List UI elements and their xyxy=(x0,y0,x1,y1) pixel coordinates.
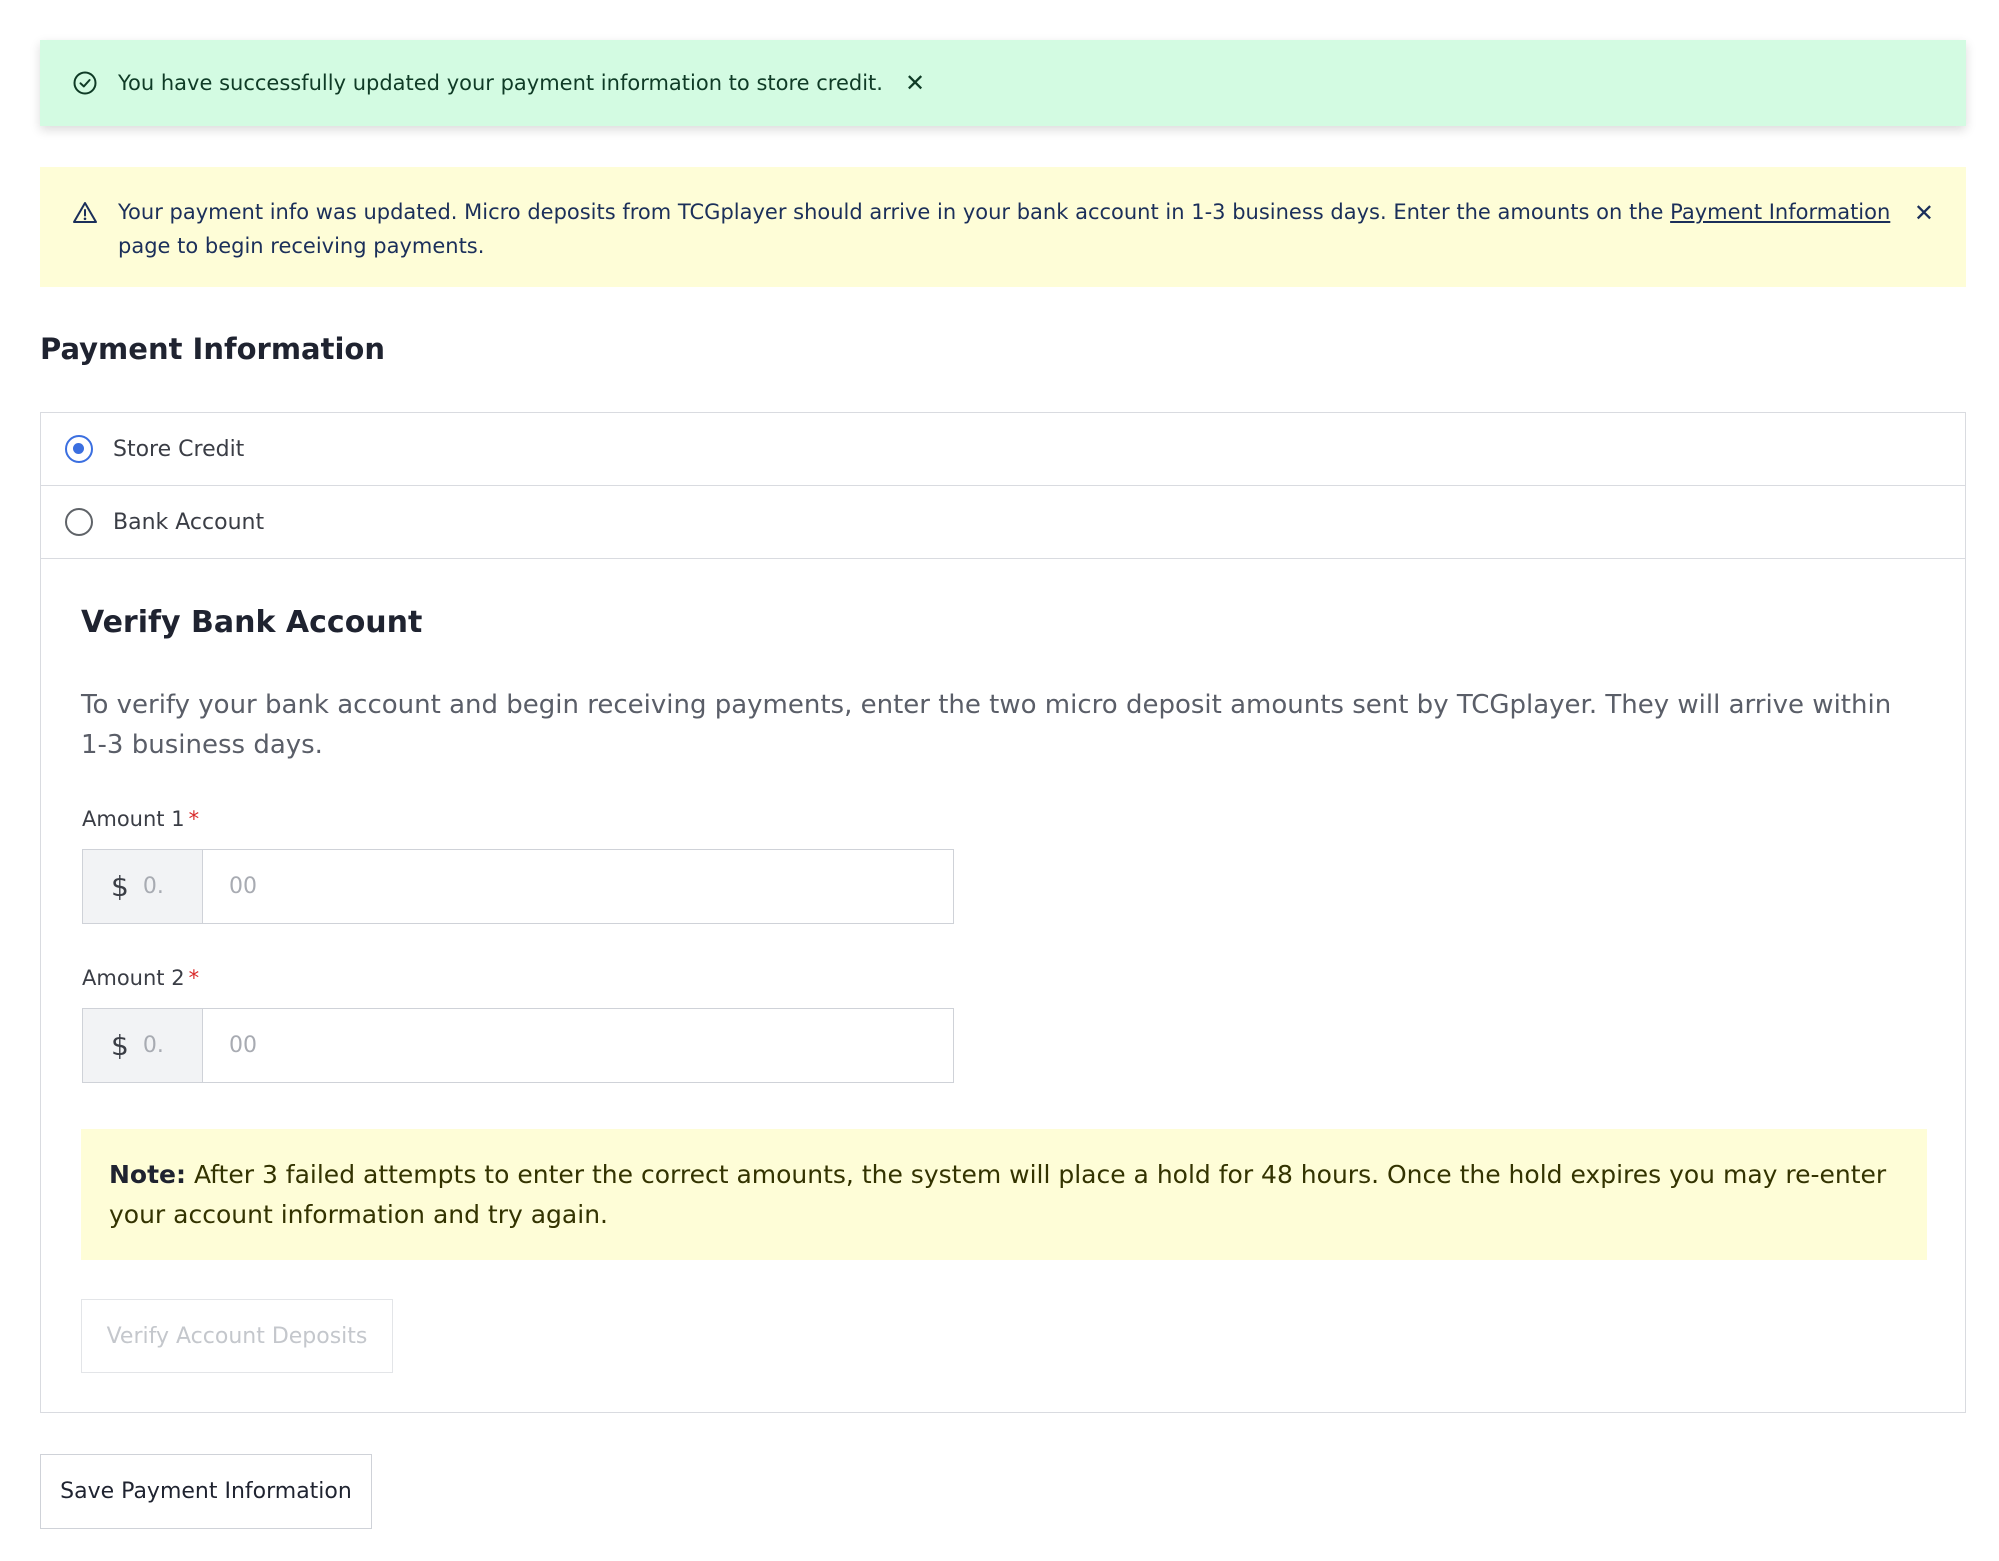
radio-store-credit[interactable] xyxy=(65,435,93,463)
warning-text-before: Your payment info was updated. Micro deposits from TCGplayer should arrive in your bank account in 1-3 business days. Enter the amounts on the xyxy=(118,200,1671,224)
amount2-input[interactable] xyxy=(203,1009,953,1082)
note-label: Note: xyxy=(109,1160,187,1189)
option-label: Bank Account xyxy=(113,509,265,535)
dollar-sign: $ xyxy=(111,1029,129,1062)
verify-title: Verify Bank Account xyxy=(81,605,423,640)
amount1-label-text: Amount 1 xyxy=(82,807,185,831)
verify-bank-account-panel xyxy=(41,559,1965,1412)
verify-description: To verify your bank account and begin receiving payments, enter the two micro deposit amounts sent by TCGplayer. They will arrive within 1-3 business days. xyxy=(81,690,1892,760)
note-box xyxy=(81,1129,1927,1260)
option-label: Store Credit xyxy=(113,436,245,462)
verify-account-deposits-button[interactable]: Verify Account Deposits xyxy=(81,1299,393,1373)
zero-prefix: 0. xyxy=(142,874,164,899)
close-icon[interactable]: ✕ xyxy=(904,69,926,97)
amount2-label-text: Amount 2 xyxy=(82,966,185,990)
payment-options xyxy=(40,412,1966,1413)
amount1-input-group xyxy=(82,849,954,924)
warning-triangle-icon xyxy=(72,200,98,226)
amount2-prefix xyxy=(83,1009,203,1082)
amount2-label xyxy=(82,966,199,990)
required-mark: * xyxy=(188,807,200,831)
note-text: After 3 failed attempts to enter the correct amounts, the system will place a hold for 48 hours. Once the hold expires you may re-enter your account information and try again. xyxy=(109,1160,1887,1229)
success-alert-message: You have successfully updated your payment information to store credit. xyxy=(118,71,883,95)
warning-alert xyxy=(40,167,1966,287)
zero-prefix: 0. xyxy=(142,1033,164,1058)
amount2-input-group xyxy=(82,1008,954,1083)
required-mark: * xyxy=(188,966,200,990)
dollar-sign: $ xyxy=(111,870,129,903)
warning-text-after: page to begin receiving payments. xyxy=(118,234,485,258)
save-payment-information-button[interactable]: Save Payment Information xyxy=(40,1454,372,1529)
option-store-credit[interactable] xyxy=(41,413,1965,486)
payment-information-link[interactable]: Payment Information xyxy=(1670,200,1891,224)
option-bank-account[interactable] xyxy=(41,486,1965,559)
amount1-input[interactable] xyxy=(203,850,953,923)
close-icon[interactable]: ✕ xyxy=(1913,199,1934,227)
page-title: Payment Information xyxy=(40,332,385,366)
radio-bank-account[interactable] xyxy=(65,508,93,536)
warning-alert-message xyxy=(118,195,1908,263)
amount1-prefix xyxy=(83,850,203,923)
amount1-label xyxy=(82,807,199,831)
success-alert xyxy=(40,40,1966,126)
check-circle-icon xyxy=(72,70,98,96)
